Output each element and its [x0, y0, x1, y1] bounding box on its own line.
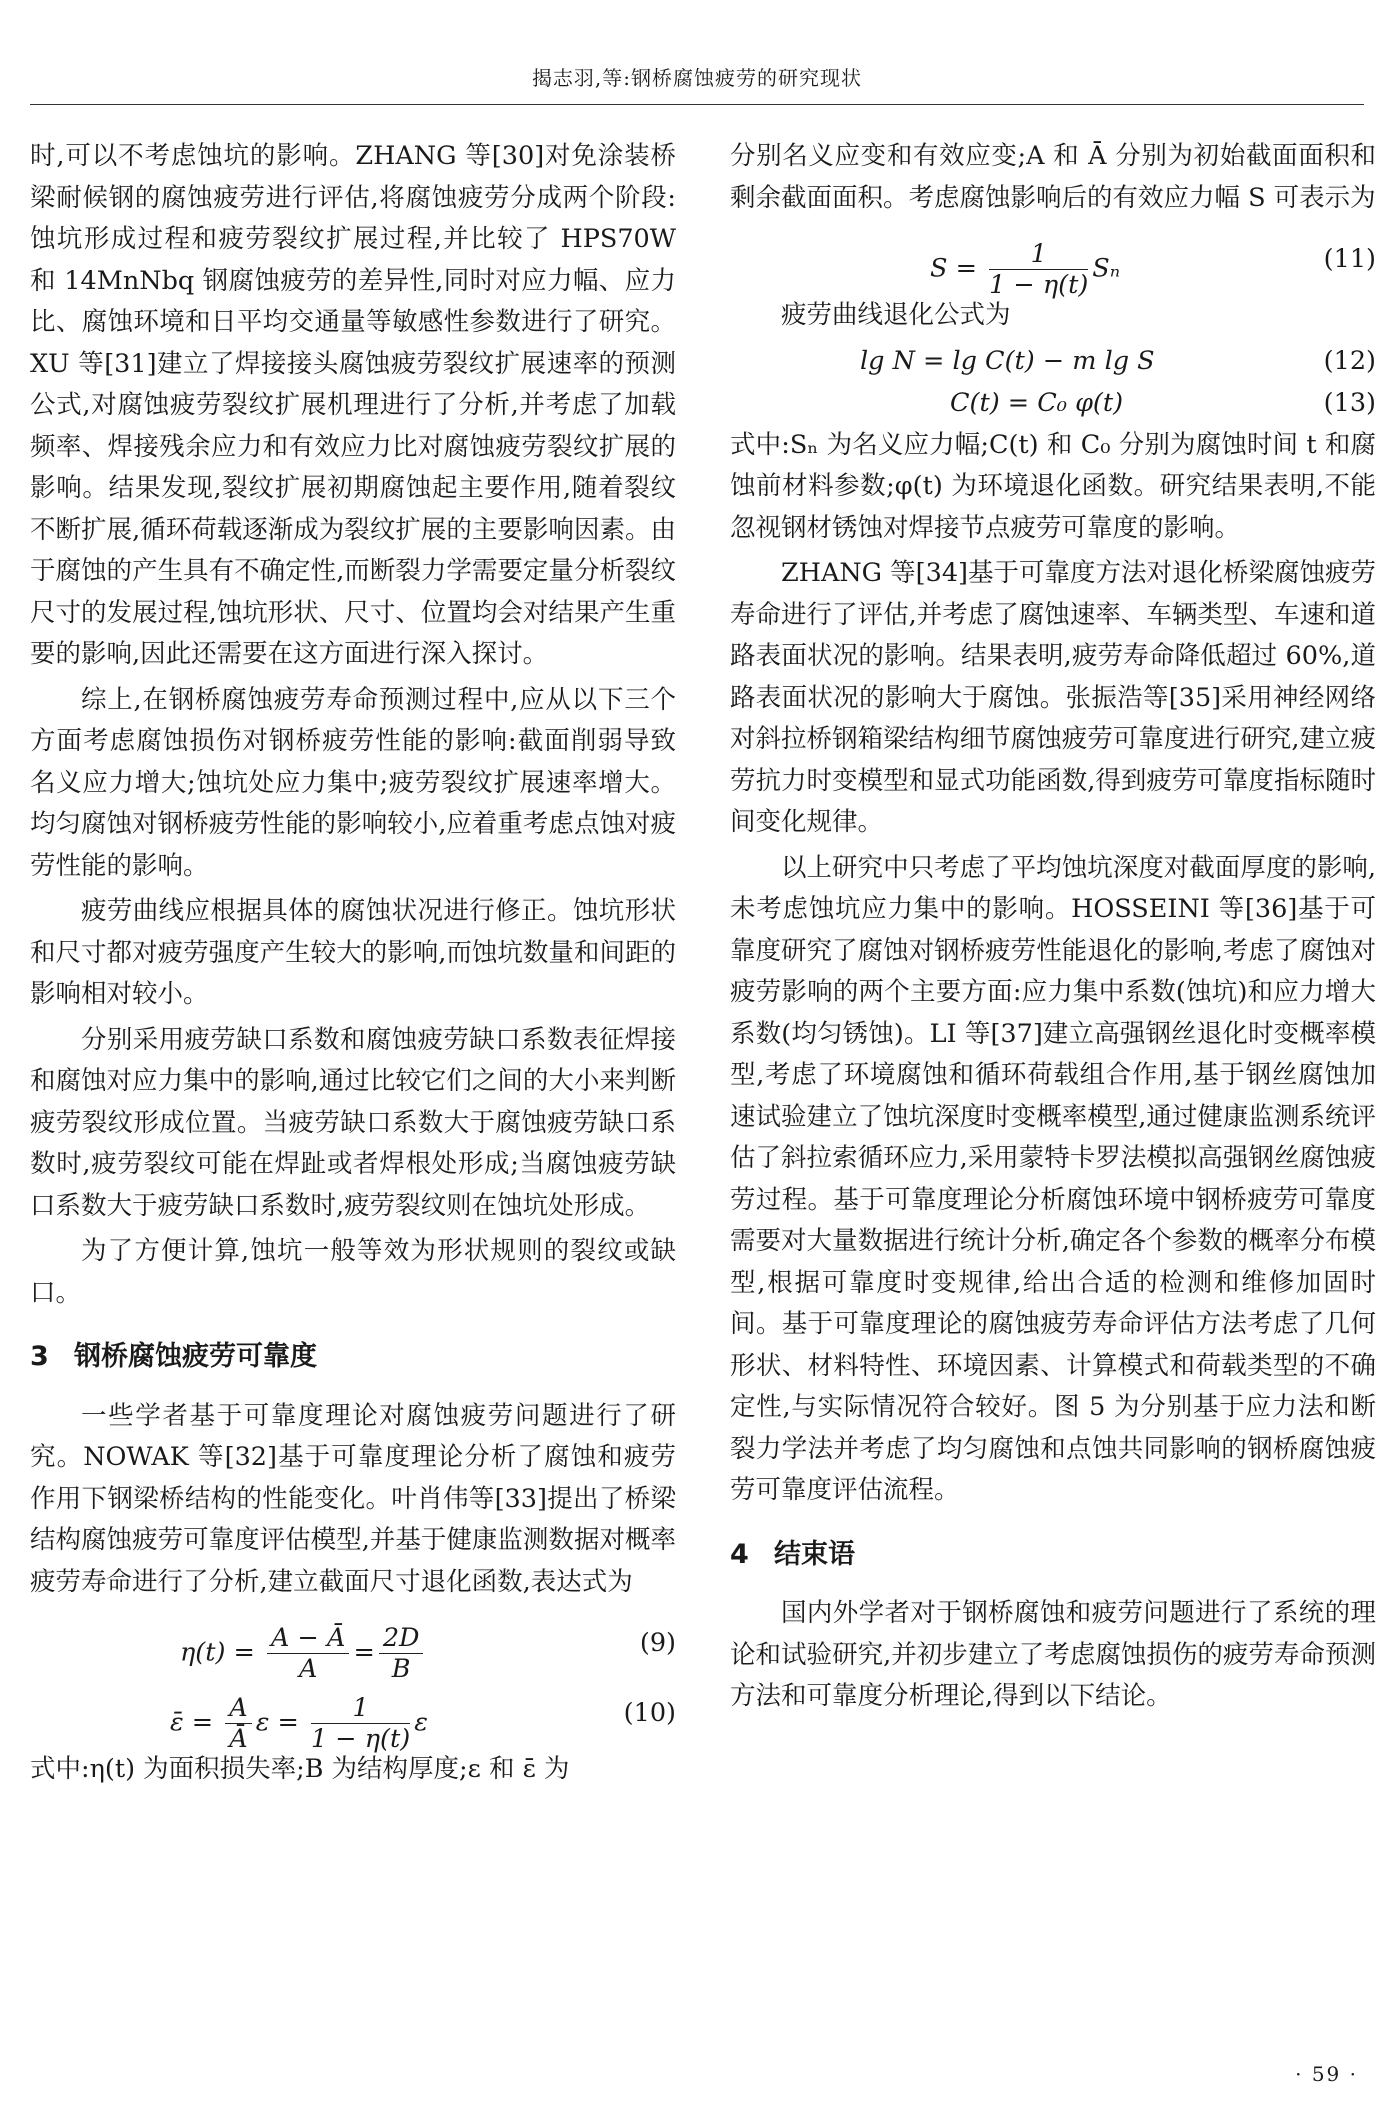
- equation-10-fraction-1: [225, 1693, 251, 1754]
- left-paragraph-1: 时,可以不考虑蚀坑的影响。ZHANG 等[30]对免涂装桥梁耐候钢的腐蚀疲劳进行评估,将腐蚀疲劳分成两个阶段:蚀坑形成过程和疲劳裂纹扩展过程,并比较了 HPS70W 和 14MnNbq 钢腐蚀疲劳的差异性,同时对应力幅、应力比、腐蚀环境和日平均交通量等敏感性参数进行了研究。XU 等[31]建立了焊接接头腐蚀疲劳裂纹扩展速率的预测公式,对腐蚀疲劳裂纹扩展机理进行了分析,并考虑了加载频率、焊接残余应力和有效应力比对腐蚀疲劳裂纹扩展的影响。结果发现,裂纹扩展初期腐蚀起主要作用,随着裂纹不断扩展,循环荷载逐渐成为裂纹扩展的主要影响因素。由于腐蚀的产生具有不确定性,而断裂力学需要定量分析裂纹尺寸的发展过程,蚀坑形状、尺寸、位置均会对结果产生重要的影响,因此还需要在这方面进行深入探讨。: [30, 141, 676, 669]
- equation-10-fraction-2: [311, 1693, 410, 1754]
- section-3-number: 3: [30, 1341, 49, 1372]
- equation-11: [730, 225, 1376, 300]
- right-paragraph-3: 式中:Sₙ 为名义应力幅;C(t) 和 C₀ 分别为腐蚀时间 t 和腐蚀前材料参数;φ(t) 为环境退化函数。研究结果表明,不能忽视钢材锈蚀对焊接节点疲劳可靠度的影响。: [730, 429, 1376, 543]
- page-number: · 59 ·: [1295, 2062, 1358, 2086]
- equation-11-lhs: S =: [930, 253, 977, 284]
- equation-10-middle: ε =: [255, 1707, 299, 1738]
- equation-10-tail: ε: [414, 1707, 428, 1738]
- header-rule: [30, 104, 1364, 105]
- equation-10-expression: [170, 1693, 428, 1754]
- right-paragraph-5: 以上研究中只考虑了平均蚀坑深度对截面厚度的影响,未考虑蚀坑应力集中的影响。HOSSEINI 等[36]基于可靠度研究了腐蚀对钢桥疲劳性能退化的影响,考虑了腐蚀对疲劳影响的两个主要方面:应力集中系数(蚀坑)和应力增大系数(均匀锈蚀)。LI 等[37]建立高强钢丝退化时变概率模型,考虑了环境腐蚀和循环荷载组合作用,基于钢丝腐蚀加速试验建立了蚀坑深度时变概率模型,通过健康监测系统评估了斜拉索循环应力,采用蒙特卡罗法模拟高强钢丝腐蚀疲劳过程。基于可靠度理论分析腐蚀环境中钢桥疲劳可靠度需要对大量数据进行统计分析,确定各个参数的概率分布模型,根据可靠度时变规律,给出合适的检测和维修加固时间。基于可靠度理论的腐蚀疲劳寿命评估方法考虑了几何形状、材料特性、环境因素、计算模式和荷载类型的不确定性,与实际情况符合较好。图 5 为分别基于应力法和断裂力学法并考虑了均匀腐蚀和点蚀共同影响的钢桥腐蚀疲劳可靠度评估流程。: [730, 852, 1376, 1505]
- equation-10-numerator-2: 1: [311, 1693, 410, 1724]
- equation-9-lhs: η(t) =: [180, 1637, 255, 1668]
- left-paragraph-6: 一些学者基于可靠度理论对腐蚀疲劳问题进行了研究。NOWAK 等[32]基于可靠度理论分析了腐蚀和疲劳作用下钢梁桥结构的性能变化。叶肖伟等[33]提出了桥梁结构腐蚀疲劳可靠度评估模型,并基于健康监测数据对概率疲劳寿命进行了分析,建立截面尺寸退化函数,表达式为: [30, 1400, 676, 1597]
- equation-10: [30, 1679, 676, 1754]
- equation-11-fraction: [989, 239, 1088, 300]
- equation-11-expression: [930, 239, 1120, 300]
- equation-9: [30, 1609, 676, 1684]
- section-3-title: 钢桥腐蚀疲劳可靠度: [74, 1341, 317, 1372]
- left-paragraph-3: 疲劳曲线应根据具体的腐蚀状况进行修正。蚀坑形状和尺寸都对疲劳强度产生较大的影响,而蚀坑数量和间距的影响相对较小。: [30, 896, 676, 1009]
- equation-13-expression: C(t) = C₀ φ(t): [950, 387, 1124, 418]
- right-paragraph-1: 分别名义应变和有效应变;A 和 Ā 分别为初始截面面积和剩余截面面积。考虑腐蚀影响后的有效应力幅 S 可表示为: [730, 141, 1376, 213]
- equation-10-numerator-1: A: [225, 1693, 251, 1724]
- section-4-title: 结束语: [774, 1538, 855, 1570]
- equation-9-denominator-2: B: [391, 1654, 411, 1684]
- right-paragraph-6: 国内外学者对于钢桥腐蚀和疲劳问题进行了系统的理论和试验研究,并初步建立了考虑腐蚀损伤的疲劳寿命预测方法和可靠度分析理论,得到以下结论。: [730, 1598, 1376, 1711]
- equation-11-label: (11): [1323, 244, 1376, 274]
- equation-11-denominator: 1 − η(t): [989, 270, 1089, 300]
- equation-9-label: (9): [639, 1628, 676, 1658]
- equation-9-numerator-1: A − Ā: [267, 1623, 349, 1654]
- section-3-heading: [30, 1336, 676, 1378]
- equation-13: [730, 383, 1376, 425]
- equation-13-label: (13): [1323, 387, 1376, 418]
- section-4-number: 4: [730, 1538, 749, 1570]
- equation-11-tail: Sₙ: [1092, 253, 1121, 284]
- left-paragraph-7: 式中:η(t) 为面积损失率;B 为结构厚度;ε 和 ε̄ 为: [30, 1754, 570, 1784]
- left-paragraph-4: 分别采用疲劳缺口系数和腐蚀疲劳缺口系数表征焊接和腐蚀对应力集中的影响,通过比较它们之间的大小来判断疲劳裂纹形成位置。当疲劳缺口系数大于腐蚀疲劳缺口系数时,疲劳裂纹可能在焊趾或者焊根处形成;当腐蚀疲劳缺口系数大于疲劳缺口系数时,疲劳裂纹则在蚀坑处形成。: [30, 1024, 676, 1221]
- equation-11-numerator: 1: [989, 239, 1088, 270]
- equation-9-equals: =: [353, 1637, 375, 1668]
- equation-12-label: (12): [1323, 345, 1376, 376]
- left-column: [30, 136, 676, 1795]
- left-paragraph-2: 综上,在钢桥腐蚀疲劳寿命预测过程中,应从以下三个方面考虑腐蚀损伤对钢桥疲劳性能的影响:截面削弱导致名义应力增大;蚀坑处应力集中;疲劳裂纹扩展速率增大。均匀腐蚀对钢桥疲劳性能的影响较小,应着重考虑点蚀对疲劳性能的影响。: [30, 684, 676, 881]
- equation-10-label: (10): [623, 1698, 676, 1728]
- equation-12: [730, 341, 1376, 383]
- equation-9-denominator-1: A: [299, 1654, 318, 1684]
- left-paragraph-5: 为了方便计算,蚀坑一般等效为形状规则的裂纹或缺口。: [30, 1236, 676, 1308]
- equation-9-numerator-2: 2D: [379, 1623, 424, 1654]
- equation-12-expression: lg N = lg C(t) − m lg S: [860, 345, 1155, 376]
- running-header: 揭志羽,等:钢桥腐蚀疲劳的研究现状: [531, 66, 863, 90]
- equation-10-lhs: ε̄ =: [170, 1707, 214, 1738]
- right-paragraph-2: 疲劳曲线退化公式为: [781, 300, 1011, 330]
- equation-10-denominator-1: Ā: [229, 1724, 248, 1754]
- equation-9-expression: [180, 1623, 427, 1684]
- right-column: [730, 136, 1376, 1722]
- equation-9-fraction-2: [379, 1623, 424, 1684]
- equation-9-fraction-1: [267, 1623, 349, 1684]
- section-4-heading: [730, 1534, 1376, 1576]
- right-paragraph-4: ZHANG 等[34]基于可靠度方法对退化桥梁腐蚀疲劳寿命进行了评估,并考虑了腐蚀速率、车辆类型、车速和道路表面状况的影响。结果表明,疲劳寿命降低超过 60%,道路表面状况的影响大于腐蚀。张振浩等[35]采用神经网络对斜拉桥钢箱梁结构细节腐蚀疲劳可靠度进行研究,建立疲劳抗力时变模型和显式功能函数,得到疲劳可靠度指标随时间变化规律。: [730, 558, 1377, 837]
- equation-10-denominator-2: 1 − η(t): [310, 1724, 411, 1754]
